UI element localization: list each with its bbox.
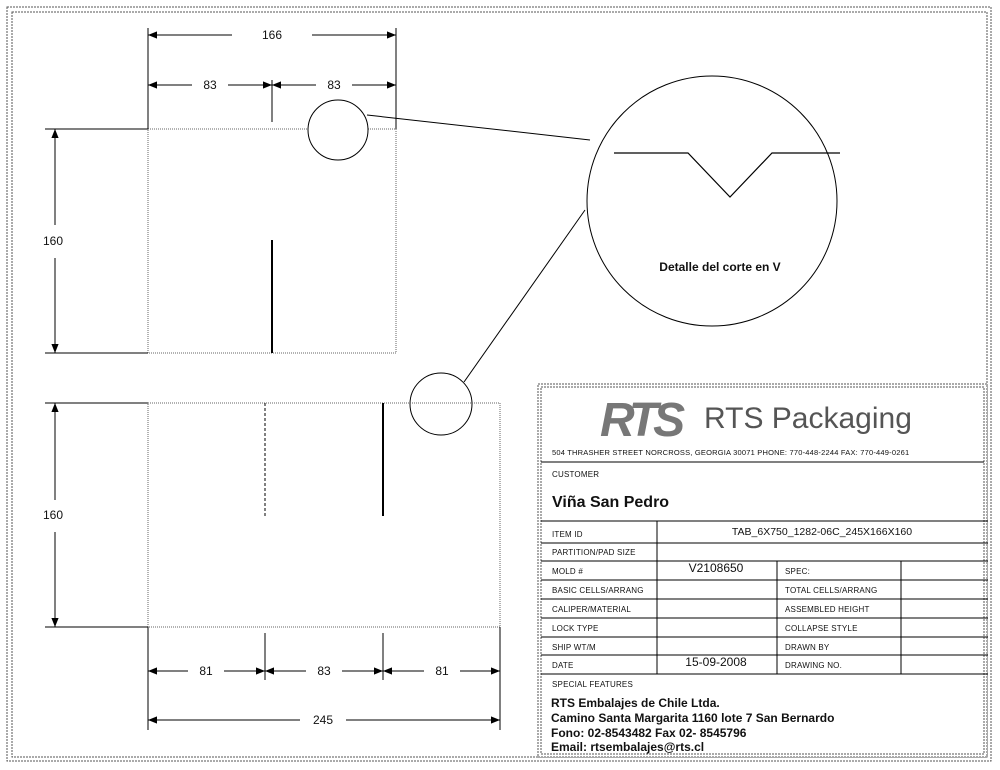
- special-line-1: RTS Embalajes de Chile Ltda.: [551, 696, 720, 710]
- rts-logo: [600, 394, 685, 447]
- dim-top-right: 83: [327, 78, 341, 92]
- collapse-label: COLLAPSE STYLE: [785, 624, 858, 633]
- special-features-label: SPECIAL FEATURES: [552, 680, 633, 689]
- drawn-label: DRAWN BY: [785, 643, 830, 652]
- detail-circle-large: [587, 76, 837, 326]
- detail-callouts: [308, 76, 840, 435]
- bottom-dimensions: [42, 403, 500, 730]
- dim-bottom-mid: 83: [317, 664, 331, 678]
- customer-label: CUSTOMER: [552, 470, 600, 479]
- top-dimensions: [42, 28, 396, 353]
- spec-label: SPEC:: [785, 567, 811, 576]
- detail-circle-small-top: [308, 100, 368, 160]
- caliper-label: CALIPER/MATERIAL: [552, 605, 632, 614]
- special-line-2: Camino Santa Margarita 1160 lote 7 San Bernardo: [551, 711, 835, 725]
- mold-label: MOLD #: [552, 567, 583, 576]
- dim-top-left: 83: [203, 78, 217, 92]
- mold-value: V2108650: [688, 561, 744, 575]
- partition-label: PARTITION/PAD SIZE: [552, 548, 636, 557]
- bottom-partition-outline: [148, 403, 500, 627]
- dim-bottom-height: 160: [42, 508, 64, 522]
- item-id-label: ITEM ID: [552, 530, 583, 539]
- basic-cells-label: BASIC CELLS/ARRANG: [552, 586, 644, 595]
- lock-label: LOCK TYPE: [552, 624, 599, 633]
- special-line-4: Email: rtsembalajes@rts.cl: [551, 740, 705, 754]
- customer-name: Viña San Pedro: [552, 494, 670, 511]
- company-address: 504 THRASHER STREET NORCROSS, GEORGIA 30071 PHONE: 770-448-2244 FAX: 770-449-0261: [552, 448, 910, 457]
- assembled-label: ASSEMBLED HEIGHT: [785, 605, 870, 614]
- item-id-value: TAB_6X750_1282-06C_245X166X160: [731, 526, 913, 538]
- date-value: 15-09-2008: [685, 655, 747, 669]
- dim-bottom-left: 81: [199, 664, 213, 678]
- date-label: DATE: [552, 661, 574, 670]
- ship-label: SHIP WT/M: [552, 643, 596, 652]
- dim-bottom-right: 81: [435, 664, 449, 678]
- detail-circle-small-bottom: [410, 373, 472, 435]
- brand-name: RTS Packaging: [704, 402, 912, 435]
- title-block: [538, 384, 988, 757]
- dim-top-height: 160: [42, 234, 64, 248]
- drawing-no-label: DRAWING NO.: [785, 661, 843, 670]
- dim-top-total: 166: [261, 28, 283, 42]
- dim-bottom-total: 245: [312, 713, 334, 727]
- detail-label: Detalle del corte en V: [659, 260, 781, 274]
- special-line-3: Fono: 02-8543482 Fax 02- 8545796: [551, 726, 747, 740]
- total-cells-label: TOTAL CELLS/ARRANG: [785, 586, 878, 595]
- rts-logo-mark: RTS: [600, 394, 681, 447]
- bottom-partition-view: [148, 403, 500, 627]
